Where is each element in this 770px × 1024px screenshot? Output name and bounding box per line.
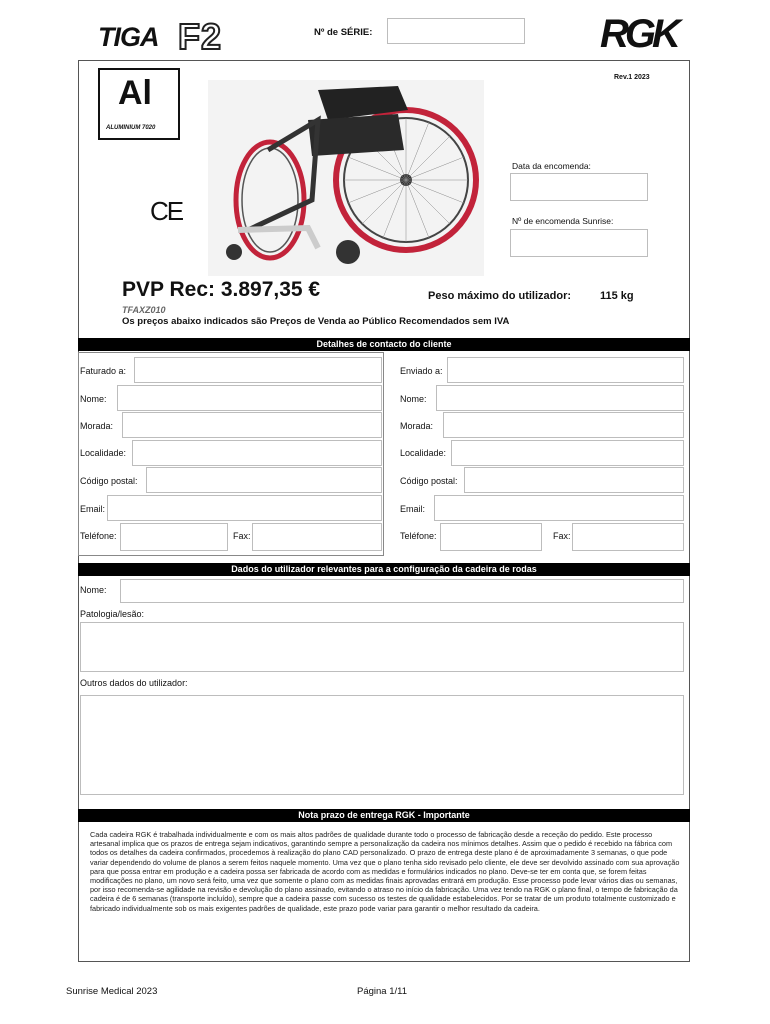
- order-number-label: Nº de encomenda Sunrise:: [512, 216, 614, 226]
- bill-email-input[interactable]: [107, 495, 382, 521]
- material-symbol: Al: [118, 74, 152, 112]
- serial-label: Nº de SÉRIE:: [314, 27, 373, 38]
- bill-postal-label: Código postal:: [80, 476, 138, 486]
- price-label: PVP Rec: 3.897,35 €: [122, 278, 321, 301]
- bill-postal-input[interactable]: [146, 467, 382, 493]
- max-weight-label: Peso máximo do utilizador:: [428, 290, 572, 302]
- bill-name-label: Nome:: [80, 394, 107, 404]
- order-date-label: Data da encomenda:: [512, 161, 591, 171]
- bill-name-input[interactable]: [117, 385, 382, 411]
- other-data-input[interactable]: [80, 695, 684, 795]
- tiga-logo: TIGA: [98, 22, 159, 52]
- bill-phone-label: Teléfone:: [80, 531, 117, 541]
- revision-label: Rev.1 2023: [614, 74, 650, 81]
- footer-page: Página 1/11: [357, 986, 408, 997]
- user-section-title: Dados do utilizador relevantes para a configuração da cadeira de rodas: [78, 563, 690, 576]
- bill-address-label: Morada:: [80, 421, 114, 431]
- pathology-input[interactable]: [80, 622, 684, 672]
- bill-address-input[interactable]: [122, 412, 382, 438]
- sent-to-input[interactable]: [447, 357, 684, 383]
- rgk-logo: RGK: [600, 12, 677, 56]
- user-name-label: Nome:: [80, 585, 107, 595]
- ship-address-input[interactable]: [443, 412, 684, 438]
- wheelchair-image: [208, 80, 484, 276]
- ship-phone-input[interactable]: [440, 523, 542, 551]
- bill-locality-label: Localidade:: [80, 448, 127, 458]
- bill-locality-input[interactable]: [132, 440, 382, 466]
- billed-to-input[interactable]: [134, 357, 382, 383]
- ship-name-label: Nome:: [400, 394, 427, 404]
- order-date-input[interactable]: [510, 173, 648, 201]
- other-data-label: Outros dados do utilizador:: [80, 678, 188, 688]
- ship-locality-label: Localidade:: [400, 448, 447, 458]
- ship-name-input[interactable]: [436, 385, 684, 411]
- ship-postal-input[interactable]: [464, 467, 684, 493]
- bill-fax-label: Fax:: [233, 531, 251, 541]
- ship-fax-label: Fax:: [553, 531, 571, 541]
- contact-section-title: Detalhes de contacto do cliente: [78, 338, 690, 351]
- bill-fax-input[interactable]: [252, 523, 382, 551]
- ship-email-input[interactable]: [434, 495, 684, 521]
- ship-postal-label: Código postal:: [400, 476, 458, 486]
- ship-address-label: Morada:: [400, 421, 434, 431]
- max-weight-value: 115 kg: [600, 290, 634, 302]
- user-name-input[interactable]: [120, 579, 684, 603]
- ship-locality-input[interactable]: [451, 440, 684, 466]
- ship-email-label: Email:: [400, 504, 426, 514]
- ce-mark: CE: [150, 196, 183, 226]
- bill-email-label: Email:: [80, 504, 106, 514]
- price-note: Os preços abaixo indicados são Preços de Venda ao Público Recomendados sem IVA: [122, 316, 510, 327]
- pathology-label: Patologia/lesão:: [80, 609, 145, 619]
- serial-input[interactable]: [387, 18, 525, 44]
- footer-company: Sunrise Medical 2023: [66, 986, 158, 997]
- sent-to-label: Enviado a:: [400, 366, 443, 376]
- order-number-input[interactable]: [510, 229, 648, 257]
- delivery-section-title: Nota prazo de entrega RGK - Importante: [78, 809, 690, 822]
- bill-phone-input[interactable]: [120, 523, 228, 551]
- material-text: ALUMINIUM 7020: [106, 125, 156, 131]
- ship-fax-input[interactable]: [572, 523, 684, 551]
- delivery-note-text: Cada cadeira RGK é trabalhada individualmente e com os mais altos padrões de qualidade durante todo o processo de fabricação desde a receção do pedido. Este processo artesanal implica que os prazos de entrega sejam indicativos, garantindo sempre a personalização da cadeira nos mínimos detalhes. Assim que o pedido é recebido na fábrica com todos os detalhes da cadeira confirmados, procedemos à realização do plano CAD personalizado. O prazo de entrega deste plano é de aproximadamente 3 semanas, o que pode variar dependendo do volume de planos a serem feitos naquele momento. Uma vez que o plano tenha sido revisado pelo cliente, ele deve ser devolvido assinado com sua aprovação para que possa entrar em produção e a cadeira possa ser fabricada de acordo com as medidas e formulários indicados no plano. Deve-se ter em conta que, se forem feitas modificações no plano, um novo será feito, uma vez que somente o plano com as medidas finais aprovadas entrará em produção. Esse processo pode levar vários dias ou semanas, por isso recomenda-se agilidade na revisão e devolução do plano assinado, evitando o atraso no início da fabricação. Uma vez tendo na RGK o plano final, o tempo de fabricação da cadeira é de 6 semanas (transporte incluído), sempre que a cadeira passe com sucesso os testes de qualidade estabelecidos. Por se tratar de um produto totalmente customizado e fabricado individualmente sob os mais exigentes padrões de qualidade, este prazo pode variar para garantir o melhor resultado da cadeira.: [90, 830, 680, 913]
- ship-phone-label: Teléfone:: [400, 531, 437, 541]
- f2-logo: F2: [178, 16, 223, 57]
- product-code: TFAXZ010: [122, 305, 166, 315]
- billed-to-label: Faturado a:: [80, 366, 127, 376]
